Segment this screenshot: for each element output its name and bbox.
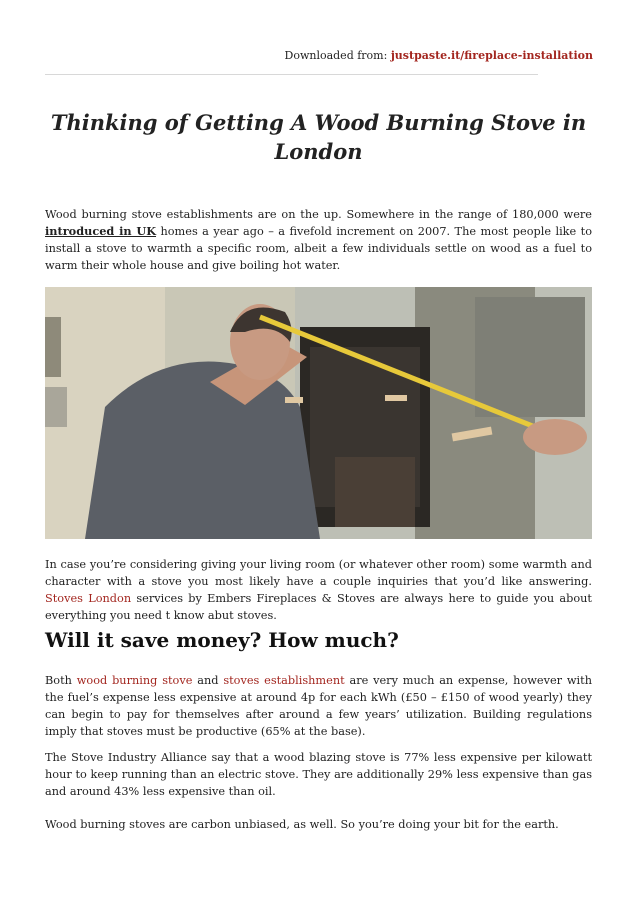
page-title: Thinking of Getting A Wood Burning Stove in London [50,110,587,164]
source-link[interactable]: justpaste.it/fireplace-installation [390,49,593,62]
cost-text-a: Both [45,674,77,687]
section-heading-save-money: Will it save money? How much? [45,628,399,652]
alliance-paragraph: The Stove Industry Alliance say that a wood blazing stove is 77% less expensive per kilowatt hour to keep running than an electric stove. They are additionally 29% less expensive than gas and around 43% less expensive than oil. [45,751,592,798]
carbon-paragraph: Wood burning stoves are carbon unbiased, as well. So you’re doing your bit for the earth. [45,818,559,831]
stoves-establishment-link[interactable]: stoves establishment [223,674,345,687]
considering-text-b: services by Embers Fireplaces & Stoves are always here to guide you about everything you need t know abut stoves. [45,592,592,622]
download-prefix: Downloaded from: [284,49,391,62]
considering-text-a: In case you’re considering giving your living room (or whatever other room) some warmth and character with a stove you most likely have a couple inquiries that you’d like answering. [45,558,592,588]
download-source [285,49,594,62]
cost-text-c: are very much an expense, however with the fuel’s expense less expensive at around 4p for each kWh (£50 – £150 of wood yearly) they can begin to pay for themselves after around a few years’ utilization. Building regulations imply that stoves must be productive (65% at the base). [45,674,592,738]
intro-paragraph [45,206,592,274]
cost-paragraph [45,672,592,740]
intro-text-b: homes a year ago – a fivefold increment on 2007. The most people like to install a stove to warmth a specific room, albeit a few individuals settle on wood as a fuel to warm their whole house and give boiling hot water. [45,225,592,272]
intro-text-a: Wood burning stove establishments are on the up. Somewhere in the range of 180,000 were [45,208,592,221]
introduced-in-uk-link[interactable]: introduced in UK [45,224,157,238]
wood-burning-stove-link[interactable]: wood burning stove [76,674,193,687]
considering-paragraph [45,556,592,624]
stoves-london-link[interactable]: Stoves London [45,592,132,605]
header-divider [45,74,538,75]
cost-text-b: and [192,674,224,687]
stove-installation-photo [45,287,592,539]
